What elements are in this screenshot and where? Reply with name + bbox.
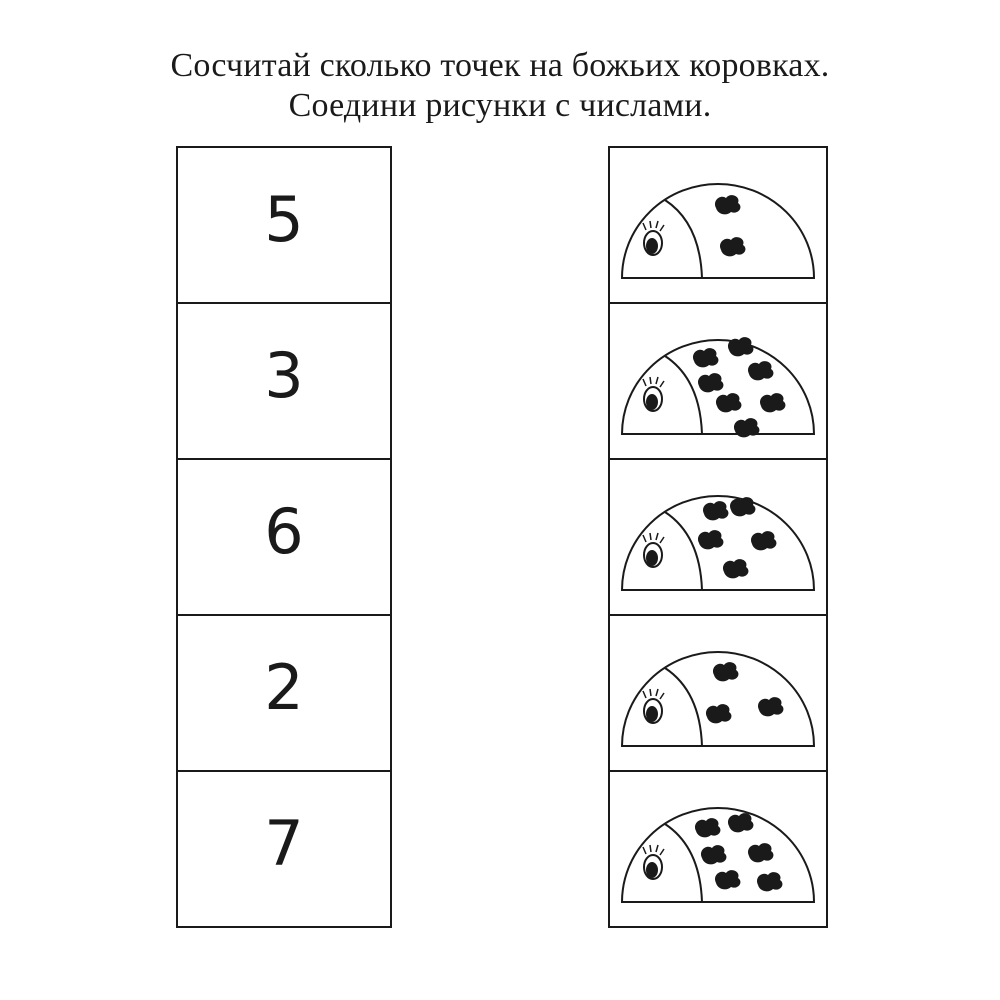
ladybug-icon bbox=[610, 148, 826, 302]
ladybug-eyelash bbox=[643, 223, 646, 230]
ladybug-cell-4[interactable] bbox=[608, 614, 828, 772]
ladybug-eyelash bbox=[643, 535, 646, 542]
ladybug-icon bbox=[610, 304, 826, 458]
ladybug-icon bbox=[610, 616, 826, 770]
worksheet-instructions bbox=[0, 46, 1000, 126]
ladybug-spot-icon bbox=[734, 418, 759, 437]
ladybug-spot-icon bbox=[760, 393, 785, 412]
ladybug-spot-icon bbox=[695, 818, 720, 837]
ladybugs-column bbox=[608, 146, 828, 928]
ladybug-pupil bbox=[646, 862, 658, 878]
number-label-5: 7 bbox=[264, 806, 304, 880]
number-label-2: 3 bbox=[264, 338, 304, 412]
ladybug-spot-icon bbox=[703, 501, 728, 520]
ladybug-pupil bbox=[646, 706, 658, 722]
ladybug-icon bbox=[610, 772, 826, 926]
ladybug-eyelash bbox=[660, 225, 664, 231]
number-cell-3[interactable] bbox=[176, 458, 392, 616]
ladybug-spot-icon bbox=[713, 662, 738, 681]
number-cell-1[interactable] bbox=[176, 146, 392, 304]
ladybug-eyelash bbox=[656, 221, 658, 228]
ladybug-cell-5[interactable] bbox=[608, 770, 828, 928]
ladybug-eyelash bbox=[643, 847, 646, 854]
ladybug-head-line bbox=[665, 512, 702, 590]
ladybug-eyelash bbox=[643, 379, 646, 386]
ladybug-eyelash bbox=[656, 377, 658, 384]
ladybug-eyelash bbox=[643, 691, 646, 698]
ladybug-spot-icon bbox=[751, 531, 776, 550]
ladybug-spot-icon bbox=[715, 195, 740, 214]
ladybug-eyelash bbox=[650, 533, 651, 540]
ladybug-eyelash bbox=[660, 381, 664, 387]
ladybug-spot-icon bbox=[728, 813, 753, 832]
ladybug-cell-2[interactable] bbox=[608, 302, 828, 460]
numbers-column bbox=[176, 146, 392, 928]
ladybug-eyelash bbox=[650, 689, 651, 696]
ladybug-head-line bbox=[665, 356, 702, 434]
ladybug-eyelash bbox=[656, 533, 658, 540]
ladybug-spot-icon bbox=[706, 704, 731, 723]
ladybug-spot-icon bbox=[728, 337, 753, 356]
ladybug-eyelash bbox=[660, 693, 664, 699]
ladybug-head-line bbox=[665, 824, 702, 902]
number-cell-5[interactable] bbox=[176, 770, 392, 928]
ladybug-eyelash bbox=[656, 845, 658, 852]
ladybug-head-line bbox=[665, 200, 702, 278]
ladybug-spot-icon bbox=[693, 348, 718, 367]
ladybug-eyelash bbox=[650, 221, 651, 228]
ladybug-pupil bbox=[646, 394, 658, 410]
ladybug-spot-icon bbox=[698, 373, 723, 392]
ladybug-eyelash bbox=[650, 377, 651, 384]
ladybug-icon bbox=[610, 460, 826, 614]
ladybug-cell-3[interactable] bbox=[608, 458, 828, 616]
instruction-line-2: Соедини рисунки с числами. bbox=[288, 87, 712, 124]
ladybug-spot-icon bbox=[748, 361, 773, 380]
ladybug-spot-icon bbox=[715, 870, 740, 889]
number-label-4: 2 bbox=[264, 650, 304, 724]
ladybug-spot-icon bbox=[698, 530, 723, 549]
ladybug-pupil bbox=[646, 550, 658, 566]
ladybug-cell-1[interactable] bbox=[608, 146, 828, 304]
ladybug-eyelash bbox=[656, 689, 658, 696]
ladybug-spot-icon bbox=[701, 845, 726, 864]
instruction-line-1: Сосчитай сколько точек на божьих коровках. bbox=[170, 47, 830, 84]
ladybug-head-line bbox=[665, 668, 702, 746]
ladybug-spot-icon bbox=[723, 559, 748, 578]
ladybug-spot-icon bbox=[730, 497, 755, 516]
number-cell-4[interactable] bbox=[176, 614, 392, 772]
ladybug-eyelash bbox=[650, 845, 651, 852]
number-label-1: 5 bbox=[264, 182, 304, 256]
ladybug-spot-icon bbox=[720, 237, 745, 256]
ladybug-spot-icon bbox=[716, 393, 741, 412]
ladybug-spot-icon bbox=[757, 872, 782, 891]
ladybug-spot-icon bbox=[758, 697, 783, 716]
ladybug-eyelash bbox=[660, 537, 664, 543]
number-cell-2[interactable] bbox=[176, 302, 392, 460]
number-label-3: 6 bbox=[264, 494, 304, 568]
ladybug-pupil bbox=[646, 238, 658, 254]
ladybug-spot-icon bbox=[748, 843, 773, 862]
ladybug-eyelash bbox=[660, 849, 664, 855]
